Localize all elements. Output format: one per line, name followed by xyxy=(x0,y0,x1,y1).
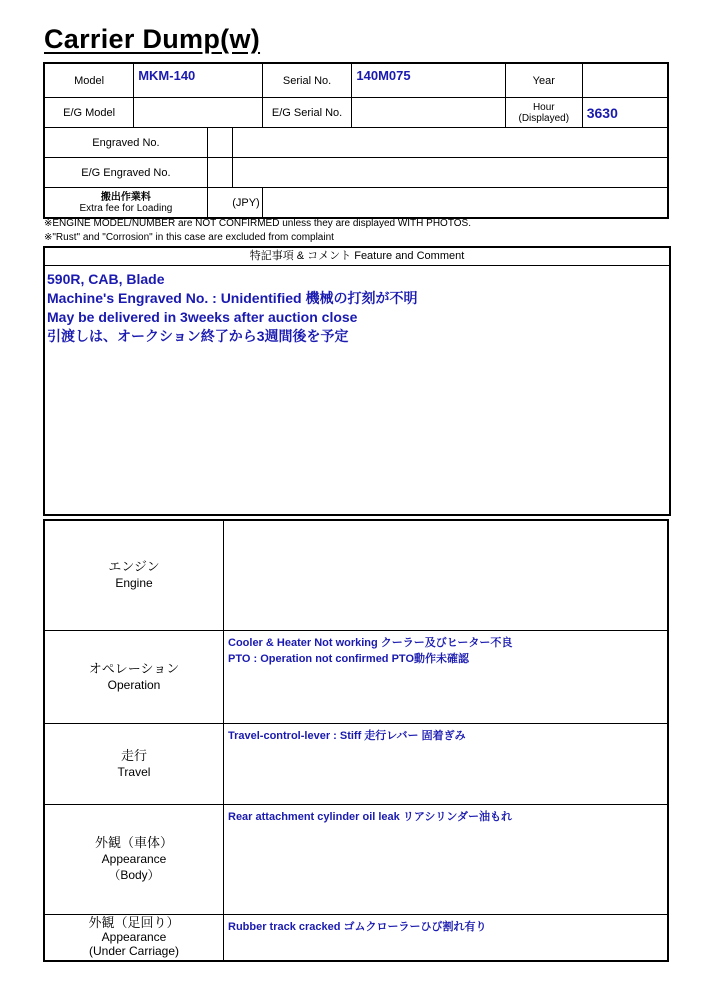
serial-value: 140M075 xyxy=(352,63,505,98)
comment-line: 引渡しは、オークション終了から3週間後を予定 xyxy=(47,328,349,344)
condition-table xyxy=(43,519,669,962)
category-en: Appearance xyxy=(101,930,167,945)
fee-unit xyxy=(207,188,262,219)
comment-box xyxy=(43,246,671,516)
engine-details xyxy=(224,520,669,630)
comment-header: 特記事項 & コメント Feature and Comment xyxy=(45,248,669,266)
year-value xyxy=(582,63,668,98)
detail-line: Cooler & Heater Not working クーラー及びヒーター不良 xyxy=(228,636,513,649)
travel-category xyxy=(44,723,224,804)
comment-line: Machine's Engraved No. : Unidentified 機械の打刻が不明 xyxy=(47,290,418,306)
hour-value: 3630 xyxy=(582,98,668,128)
appearance-body-category xyxy=(44,804,224,914)
operation-category xyxy=(44,630,224,723)
comment-line: 590R, CAB, Blade xyxy=(47,271,165,287)
appearance-body-details xyxy=(224,804,669,914)
comment-lines xyxy=(45,266,669,350)
eg-model-label: E/G Model xyxy=(44,98,134,128)
engraved-value xyxy=(232,128,668,158)
category-en: Engine xyxy=(115,576,153,591)
hour-label xyxy=(505,98,582,128)
engraved-label: Engraved No. xyxy=(44,128,207,158)
hour-label-line1: Hour xyxy=(532,101,555,113)
category-en: Travel xyxy=(117,764,151,779)
detail-line: Rear attachment cylinder oil leak リアシリンダー油もれ xyxy=(228,810,512,823)
category-jp: オペレーション xyxy=(88,660,180,676)
category-jp: エンジン xyxy=(108,559,160,575)
spec-table xyxy=(43,62,669,219)
engine-category xyxy=(44,520,224,630)
category-en-sub: （Body） xyxy=(108,868,160,882)
year-label: Year xyxy=(505,63,582,98)
category-jp: 外観（車体） xyxy=(94,835,173,850)
detail-line: PTO : Operation not confirmed PTO動作未確認 xyxy=(228,652,469,665)
category-en: Operation xyxy=(107,677,161,692)
eg-engraved-box xyxy=(207,158,232,188)
detail-line: Travel-control-lever : Stiff 走行レバー 固着ぎみ xyxy=(228,729,466,742)
fee-value xyxy=(262,188,668,219)
detail-line: Rubber track cracked ゴムクローラーひび割れ有り xyxy=(228,920,487,933)
category-jp: 走行 xyxy=(120,747,147,763)
category-en-sub: (Under Carriage) xyxy=(88,944,180,959)
hour-label-line2: (Displayed) xyxy=(518,112,570,124)
travel-details xyxy=(224,723,669,804)
model-label: Model xyxy=(44,63,134,98)
eg-serial-value xyxy=(352,98,505,128)
fee-unit-text: (JPY) xyxy=(232,196,260,209)
fee-label-en: Extra fee for Loading xyxy=(79,202,173,214)
operation-details xyxy=(224,630,669,723)
eg-engraved-value xyxy=(232,158,668,188)
appearance-undercarriage-details xyxy=(224,914,669,961)
category-jp: 外観（足回り） xyxy=(88,915,180,931)
page-title: Carrier Dump(w) xyxy=(44,24,261,54)
eg-model-value xyxy=(134,98,263,128)
engraved-box xyxy=(207,128,232,158)
eg-engraved-label: E/G Engraved No. xyxy=(44,158,207,188)
fee-label-jp: 搬出作業料 xyxy=(100,191,151,203)
comment-line: May be delivered in 3weeks after auction close xyxy=(47,309,358,325)
note-engine: ※ENGINE MODEL/NUMBER are NOT CONFIRMED unless they are displayed WITH PHOTOS. xyxy=(44,218,471,229)
fee-label xyxy=(44,188,207,219)
model-value: MKM-140 xyxy=(134,63,263,98)
note-rust: ※"Rust" and "Corrosion" in this case are excluded from complaint xyxy=(44,232,334,243)
category-en: Appearance xyxy=(101,852,167,866)
appearance-undercarriage-category xyxy=(44,914,224,961)
eg-serial-label: E/G Serial No. xyxy=(262,98,352,128)
serial-label: Serial No. xyxy=(262,63,352,98)
